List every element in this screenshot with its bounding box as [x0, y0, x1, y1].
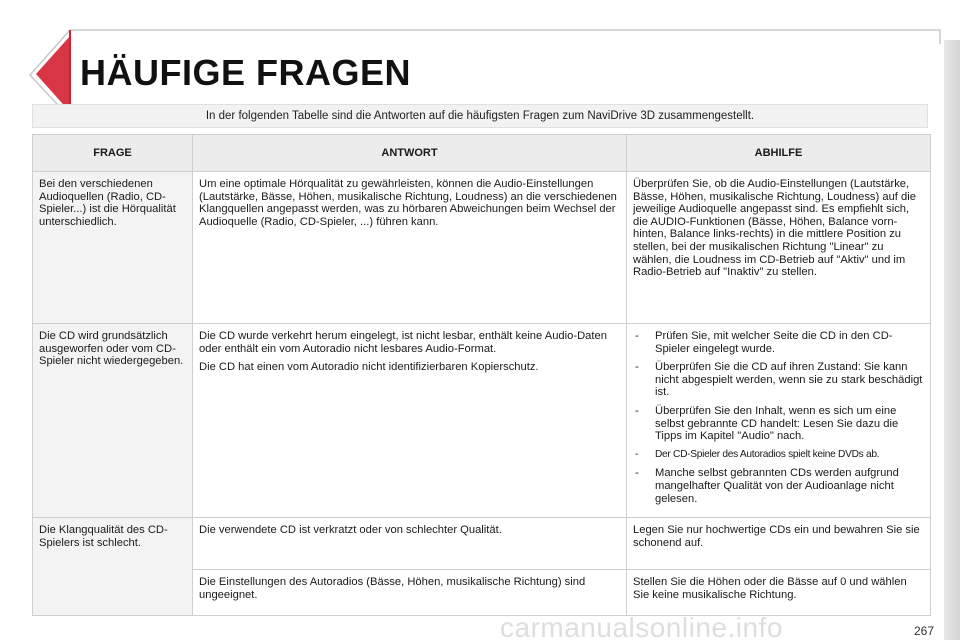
- page-edge-tab: [944, 40, 960, 640]
- table-row: [33, 172, 931, 324]
- remedy-cell: Überprüfen Sie, ob die Audio-Einstellungen (Lautstärke, Bässe, Höhen, musikalische Richtung, Loudness) auf die jeweilige Audioquelle angepasst sind. Es empfiehlt sich, die AUDIO-Funktionen (Bässe, Höhen, Balance vorn-hinten, Balance links-rechts) in die mittlere Position zu stellen, bei der musikalischen Richtung "Linear" zu wählen, die Loudness im CD-Betrieb auf "Aktiv" und im Radio-Betrieb auf "Inaktiv" zu stellen.: [627, 172, 931, 324]
- header-antwort: ANTWORT: [193, 135, 627, 172]
- remedy-cell: [627, 324, 931, 518]
- answer-cell: Um eine optimale Hörqualität zu gewährleisten, können die Audio-Einstellungen (Lautstärke, Bässe, Höhen, musikalische Richtung, Loudness) an die verschiedenen Klangquellen angepasst werden, was zu hörbaren Abweichungen beim Wechsel der Audioquelle (Radio, CD-Spieler, ...) führen kann.: [193, 172, 627, 324]
- faq-table: [32, 134, 931, 616]
- list-item: - Der CD-Spieler des Autoradios spielt keine DVDs ab.: [633, 449, 924, 462]
- answer-paragraph: Die CD hat einen vom Autoradio nicht identifizierbaren Kopierschutz.: [199, 361, 539, 374]
- table-header-row: [33, 135, 931, 172]
- remedy-list: [633, 330, 924, 505]
- question-cell: Die Klangqualität des CD-Spielers ist schlecht.: [33, 518, 193, 616]
- list-item: - Prüfen Sie, mit welcher Seite die CD in den CD-Spieler eingelegt wurde.: [633, 330, 924, 355]
- question-cell: Bei den verschiedenen Audioquellen (Radio, CD-Spieler...) ist die Hörqualität unterschiedlich.: [33, 172, 193, 324]
- header-abhilfe: ABHILFE: [627, 135, 931, 172]
- page-number: 267: [913, 624, 934, 638]
- watermark: carmanualsonline.info: [500, 612, 783, 643]
- header-frage: FRAGE: [33, 135, 193, 172]
- answer-cell: Die verwendete CD ist verkratzt oder von schlechter Qualität.: [193, 518, 627, 570]
- table-row: [33, 518, 931, 570]
- page-title: HÄUFIGE FRAGEN: [80, 52, 411, 93]
- answer-paragraph: Die CD wurde verkehrt herum eingelegt, ist nicht lesbar, enthält keine Audio-Daten oder enthält ein vom Autoradio nicht lesbares Audio-Format.: [199, 330, 607, 355]
- list-item: - Überprüfen Sie den Inhalt, wenn es sich um eine selbst gebrannte CD handelt: Lesen Sie dazu die Tipps im Kapitel "Audio" nach.: [633, 405, 924, 443]
- table-row: [33, 324, 931, 518]
- answer-cell: [193, 324, 627, 518]
- remedy-cell: Stellen Sie die Höhen oder die Bässe auf 0 und wählen Sie keine musikalische Richtung.: [627, 570, 931, 616]
- list-item: - Manche selbst gebrannten CDs werden aufgrund mangelhafter Qualität von der Audioanlage nicht gelesen.: [633, 467, 924, 505]
- list-item: - Überprüfen Sie die CD auf ihren Zustand: Sie kann nicht abgespielt werden, wenn sie zu stark beschädigt ist.: [633, 361, 924, 399]
- remedy-cell: Legen Sie nur hochwertige CDs ein und bewahren Sie sie schonend auf.: [627, 518, 931, 570]
- intro-text: In der folgenden Tabelle sind die Antworten auf die häufigsten Fragen zum NaviDrive 3D zusammengestellt.: [32, 104, 928, 128]
- question-cell: Die CD wird grundsätzlich ausgeworfen oder vom CD-Spieler nicht wiedergegeben.: [33, 324, 193, 518]
- answer-cell: Die Einstellungen des Autoradios (Bässe, Höhen, musikalische Richtung) sind ungeeignet.: [193, 570, 627, 616]
